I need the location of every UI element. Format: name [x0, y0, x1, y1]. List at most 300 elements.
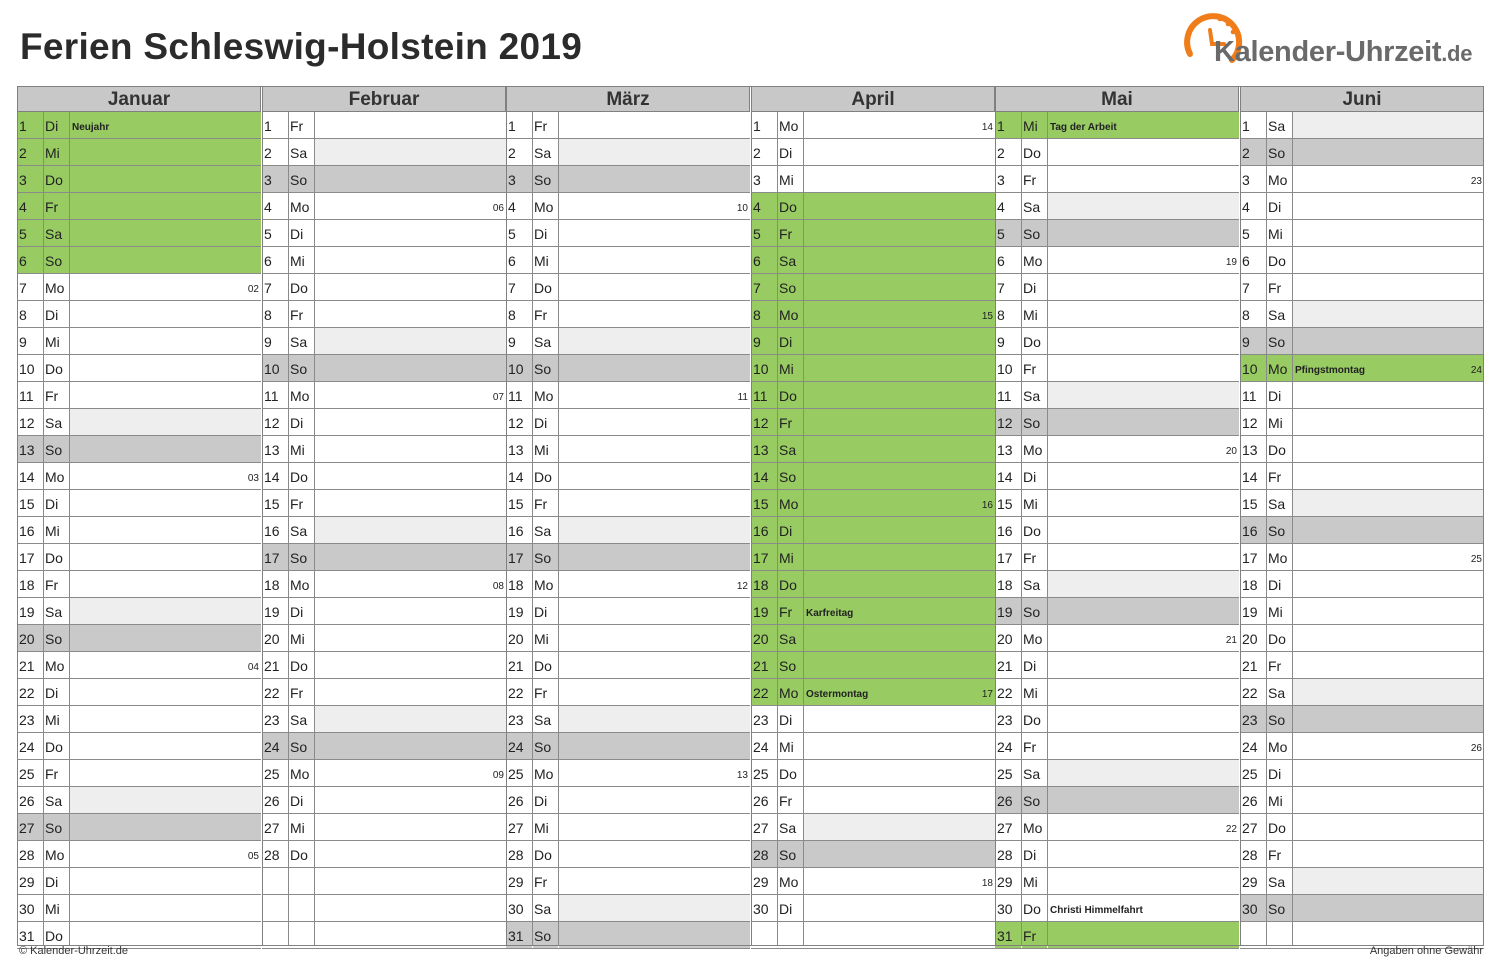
day-row: [17, 625, 261, 652]
day-number: 6: [997, 253, 1005, 269]
weekday-label: Fr: [45, 766, 59, 782]
day-cell: [804, 274, 995, 300]
column-divider: [777, 112, 778, 946]
day-row: [1240, 895, 1484, 922]
day-number: 2: [997, 145, 1005, 161]
day-row: [995, 571, 1239, 598]
weekday-label: Di: [1023, 847, 1037, 863]
weekday-label: Sa: [44, 220, 69, 246]
week-number: 22: [1225, 824, 1237, 835]
day-number: 28: [508, 847, 524, 863]
day-row: [17, 733, 261, 760]
day-cell: [559, 301, 750, 327]
day-number: 21: [751, 652, 777, 678]
weekday-label: Mo: [778, 301, 803, 327]
day-number: 2: [508, 145, 516, 161]
day-number: 27: [997, 820, 1013, 836]
day-row: [17, 409, 261, 436]
day-cell: [804, 220, 995, 246]
day-row: [17, 355, 261, 382]
day-cell: [1048, 814, 1239, 840]
weekday-label: So: [1267, 328, 1292, 354]
day-cell: [1293, 517, 1484, 543]
day-number: 13: [264, 442, 280, 458]
day-row: [262, 706, 506, 733]
weekday-label: So: [533, 922, 558, 948]
day-row: [17, 544, 261, 571]
day-number: 16: [264, 523, 280, 539]
day-row: [995, 814, 1239, 841]
day-row: [995, 922, 1239, 949]
day-number: 5: [751, 220, 777, 246]
day-number: 10: [506, 355, 532, 381]
weekday-label: Di: [290, 604, 304, 620]
day-cell: [315, 814, 506, 840]
weekday-label: Mi: [45, 334, 60, 350]
day-row: [262, 220, 506, 247]
day-number: 13: [751, 436, 777, 462]
weekday-label: Mi: [45, 712, 60, 728]
day-cell: [70, 355, 261, 381]
week-number: 20: [1225, 446, 1237, 457]
weekday-label: Fr: [1023, 361, 1037, 377]
weekday-label: Fr: [534, 496, 548, 512]
weekday-label: Mi: [45, 523, 60, 539]
weekday-label: Sa: [1268, 496, 1286, 512]
day-cell: [804, 679, 995, 705]
day-row: [1240, 193, 1484, 220]
day-cell: [559, 652, 750, 678]
day-cell: [1293, 166, 1484, 192]
weekday-label: Sa: [1268, 685, 1286, 701]
day-row: [995, 301, 1239, 328]
column-divider: [1266, 112, 1267, 946]
day-row: [262, 517, 506, 544]
weekday-label: Sa: [45, 604, 63, 620]
day-cell: [559, 814, 750, 840]
day-number: 3: [17, 166, 43, 192]
day-row: [17, 868, 261, 895]
day-cell: [1048, 733, 1239, 759]
day-cell: [70, 139, 261, 165]
day-row: [17, 814, 261, 841]
week-number: 04: [247, 662, 259, 673]
weekday-label: Mo: [1023, 631, 1043, 647]
day-number: 12: [1242, 415, 1258, 431]
month-column: [751, 86, 995, 946]
day-row: [751, 544, 995, 571]
weekday-label: Do: [1268, 442, 1286, 458]
day-row: [506, 625, 750, 652]
day-row: [1240, 409, 1484, 436]
month-column: [17, 86, 261, 946]
day-number: 3: [753, 172, 761, 188]
day-number: 12: [751, 409, 777, 435]
weekday-label: Sa: [290, 334, 308, 350]
weekday-label: Mo: [534, 766, 554, 782]
weekday-label: So: [533, 166, 558, 192]
day-row: [262, 787, 506, 814]
weekday-label: Mi: [534, 820, 549, 836]
weekday-label: Di: [534, 226, 548, 242]
day-row: [1240, 760, 1484, 787]
weekday-label: Fr: [779, 793, 793, 809]
day-row: [995, 841, 1239, 868]
weekday-label: Fr: [290, 496, 304, 512]
day-number: 27: [753, 820, 769, 836]
day-row: [751, 679, 995, 706]
week-number: 15: [981, 311, 993, 322]
day-number: 11: [997, 388, 1012, 404]
day-row: [995, 112, 1239, 139]
day-row: [17, 301, 261, 328]
weekday-label: Mi: [1268, 226, 1283, 242]
empty-day-cell: [262, 868, 506, 895]
week-number: 18: [981, 878, 993, 889]
day-row: [262, 733, 506, 760]
day-row: [262, 679, 506, 706]
day-cell: [1293, 652, 1484, 678]
day-cell: [559, 139, 750, 165]
day-cell: [1293, 625, 1484, 651]
day-row: [1240, 733, 1484, 760]
week-number: 16: [981, 500, 993, 511]
holiday-note: Ostermontag: [806, 689, 869, 700]
weekday-label: Fr: [1022, 922, 1047, 948]
day-cell: [1293, 760, 1484, 786]
day-cell: [1048, 760, 1239, 786]
logo[interactable]: [1182, 10, 1487, 76]
day-cell: [1293, 112, 1484, 138]
week-number: 24: [1470, 365, 1482, 376]
weekday-label: Sa: [1023, 577, 1041, 593]
day-row: [1240, 220, 1484, 247]
weekday-label: Sa: [534, 145, 552, 161]
weekday-label: Fr: [44, 193, 69, 219]
weekday-label: Sa: [1268, 118, 1286, 134]
footer-disclaimer: Angaben ohne Gewähr: [1369, 945, 1483, 957]
weekday-label: Do: [534, 847, 552, 863]
day-number: 23: [19, 712, 35, 728]
month-header: Juni: [1240, 86, 1484, 112]
day-number: 3: [997, 172, 1005, 188]
day-number: 5: [1242, 226, 1250, 242]
weekday-label: So: [44, 625, 69, 651]
month-divider: [751, 86, 752, 946]
day-cell: [804, 436, 995, 462]
day-number: 15: [1242, 496, 1258, 512]
weekday-label: Sa: [290, 712, 308, 728]
weekday-label: Di: [45, 874, 59, 890]
day-number: 15: [19, 496, 35, 512]
day-row: [995, 490, 1239, 517]
day-cell: [1048, 274, 1239, 300]
day-cell: [1293, 247, 1484, 273]
day-cell: [70, 733, 261, 759]
day-row: [1240, 166, 1484, 193]
weekday-label: Di: [534, 793, 548, 809]
weekday-label: Mo: [45, 280, 65, 296]
day-cell: [559, 922, 750, 948]
weekday-label: Sa: [45, 415, 63, 431]
day-row: [751, 112, 995, 139]
day-row: [506, 301, 750, 328]
day-number: 14: [264, 469, 280, 485]
weekday-label: Mi: [1023, 496, 1038, 512]
day-cell: [1048, 787, 1239, 813]
day-number: 7: [1242, 280, 1250, 296]
day-number: 23: [753, 712, 769, 728]
day-cell: [70, 814, 261, 840]
weekday-label: Di: [534, 415, 548, 431]
day-row: [995, 868, 1239, 895]
day-number: 11: [751, 382, 777, 408]
day-cell: [804, 247, 995, 273]
day-cell: [315, 328, 506, 354]
day-number: 4: [751, 193, 777, 219]
weekday-label: Di: [44, 112, 69, 138]
weekday-label: So: [1267, 706, 1292, 732]
weekday-label: So: [1022, 598, 1047, 624]
week-number: 03: [247, 473, 259, 484]
weekday-label: Mo: [290, 199, 310, 215]
weekday-label: So: [44, 247, 69, 273]
day-number: 17: [506, 544, 532, 570]
month-header: März: [506, 86, 750, 112]
day-row: [751, 355, 995, 382]
day-row: [1240, 706, 1484, 733]
day-cell: [315, 301, 506, 327]
day-cell: [1048, 112, 1239, 138]
day-number: 17: [19, 550, 35, 566]
day-row: [506, 706, 750, 733]
day-cell: [804, 301, 995, 327]
day-cell: [70, 679, 261, 705]
day-row: [262, 193, 506, 220]
day-row: [262, 760, 506, 787]
month-header: Mai: [995, 86, 1239, 112]
day-cell: [1048, 625, 1239, 651]
day-row: [751, 490, 995, 517]
weekday-label: So: [778, 274, 803, 300]
day-row: [17, 436, 261, 463]
day-cell: [804, 733, 995, 759]
day-number: 1: [995, 112, 1021, 138]
weekday-label: Do: [534, 658, 552, 674]
day-cell: [559, 436, 750, 462]
day-cell: [804, 787, 995, 813]
holiday-note: Christi Himmelfahrt: [1050, 905, 1143, 916]
day-number: 26: [995, 787, 1021, 813]
day-number: 11: [264, 388, 279, 404]
weekday-label: Do: [290, 658, 308, 674]
day-number: 23: [508, 712, 524, 728]
day-row: [995, 787, 1239, 814]
day-number: 16: [19, 523, 35, 539]
day-cell: [804, 193, 995, 219]
page-title: Ferien Schleswig-Holstein 2019: [20, 26, 583, 67]
weekday-label: So: [1267, 139, 1292, 165]
day-row: [262, 571, 506, 598]
weekday-label: Di: [290, 226, 304, 242]
day-number: 6: [17, 247, 43, 273]
day-cell: [70, 490, 261, 516]
day-row: [17, 247, 261, 274]
day-row: [506, 814, 750, 841]
day-number: 27: [508, 820, 524, 836]
day-number: 11: [19, 388, 34, 404]
weekday-label: So: [1022, 409, 1047, 435]
day-cell: [1293, 220, 1484, 246]
day-row: [995, 679, 1239, 706]
day-cell: [804, 382, 995, 408]
day-number: 29: [1242, 874, 1258, 890]
day-row: [506, 409, 750, 436]
empty-day-cell: [262, 895, 506, 922]
day-number: 9: [1240, 328, 1266, 354]
day-number: 26: [753, 793, 769, 809]
day-row: [262, 652, 506, 679]
day-row: [751, 841, 995, 868]
day-number: 29: [997, 874, 1013, 890]
day-row: [506, 166, 750, 193]
day-cell: [559, 193, 750, 219]
day-number: 23: [997, 712, 1013, 728]
column-divider: [1021, 112, 1022, 946]
day-number: 26: [19, 793, 35, 809]
day-number: 10: [751, 355, 777, 381]
day-row: [995, 139, 1239, 166]
day-number: 10: [1240, 355, 1266, 381]
weekday-label: Di: [779, 145, 793, 161]
day-number: 16: [751, 517, 777, 543]
day-cell: [1293, 787, 1484, 813]
day-cell: [70, 706, 261, 732]
day-number: 22: [264, 685, 280, 701]
weekday-label: So: [44, 814, 69, 840]
day-cell: [804, 625, 995, 651]
day-row: [506, 274, 750, 301]
weekday-label: Di: [1023, 280, 1037, 296]
day-row: [995, 652, 1239, 679]
week-number: 17: [981, 689, 993, 700]
day-cell: [70, 112, 261, 138]
day-number: 10: [262, 355, 288, 381]
weekday-label: Fr: [778, 220, 803, 246]
weekday-label: Fr: [1268, 658, 1282, 674]
weekday-label: Fr: [778, 598, 803, 624]
day-cell: [70, 382, 261, 408]
day-cell: [804, 490, 995, 516]
month-divider: [1240, 86, 1241, 946]
day-row: [995, 706, 1239, 733]
day-cell: [1048, 868, 1239, 894]
day-number: 2: [1240, 139, 1266, 165]
day-number: 28: [19, 847, 35, 863]
weekday-label: Di: [1023, 469, 1037, 485]
weekday-label: Mi: [534, 631, 549, 647]
day-row: [751, 733, 995, 760]
day-number: 17: [997, 550, 1013, 566]
day-number: 4: [264, 199, 272, 215]
day-cell: [1293, 544, 1484, 570]
weekday-label: Do: [534, 280, 552, 296]
weekday-label: Mi: [778, 355, 803, 381]
day-number: 25: [19, 766, 35, 782]
day-number: 16: [997, 523, 1013, 539]
weekday-label: So: [289, 355, 314, 381]
weekday-label: Fr: [1023, 550, 1037, 566]
day-number: 15: [997, 496, 1013, 512]
day-number: 30: [1240, 895, 1266, 921]
day-row: [17, 274, 261, 301]
day-number: 5: [995, 220, 1021, 246]
day-cell: [315, 517, 506, 543]
day-number: 29: [753, 874, 769, 890]
month-divider: [995, 86, 996, 946]
weekday-label: Mi: [779, 172, 794, 188]
day-cell: [559, 328, 750, 354]
weekday-label: Di: [534, 604, 548, 620]
day-number: 6: [508, 253, 516, 269]
day-number: 7: [508, 280, 516, 296]
weekday-label: Do: [1268, 253, 1286, 269]
day-row: [17, 841, 261, 868]
day-cell: [315, 841, 506, 867]
weekday-label: So: [533, 355, 558, 381]
weekday-label: Di: [45, 685, 59, 701]
day-row: [506, 490, 750, 517]
month-divider: [506, 86, 507, 946]
day-number: 10: [19, 361, 35, 377]
day-row: [751, 652, 995, 679]
day-cell: [1048, 598, 1239, 624]
day-row: [751, 382, 995, 409]
day-row: [262, 382, 506, 409]
day-number: 15: [264, 496, 280, 512]
day-number: 21: [997, 658, 1013, 674]
day-cell: [1048, 463, 1239, 489]
day-number: 29: [508, 874, 524, 890]
weekday-label: Sa: [1023, 388, 1041, 404]
day-number: 20: [17, 625, 43, 651]
day-cell: [804, 598, 995, 624]
day-row: [751, 706, 995, 733]
weekday-label: Sa: [534, 334, 552, 350]
weekday-label: So: [1267, 895, 1292, 921]
day-cell: [315, 733, 506, 759]
day-cell: [559, 355, 750, 381]
weekday-label: Do: [1268, 631, 1286, 647]
day-number: 25: [997, 766, 1013, 782]
day-row: [995, 193, 1239, 220]
day-number: 14: [997, 469, 1013, 485]
day-row: [506, 193, 750, 220]
day-number: 9: [997, 334, 1005, 350]
weekday-label: Sa: [1023, 199, 1041, 215]
day-number: 21: [264, 658, 280, 674]
footer-copyright: © Kalender-Uhrzeit.de: [19, 945, 128, 957]
weekday-label: Do: [1023, 145, 1041, 161]
day-number: 20: [997, 631, 1013, 647]
day-row: [506, 382, 750, 409]
week-number: 25: [1470, 554, 1482, 565]
day-cell: [1293, 868, 1484, 894]
day-row: [995, 895, 1239, 922]
weekday-label: Mi: [1268, 604, 1283, 620]
day-number: 6: [264, 253, 272, 269]
day-number: 18: [1242, 577, 1258, 593]
